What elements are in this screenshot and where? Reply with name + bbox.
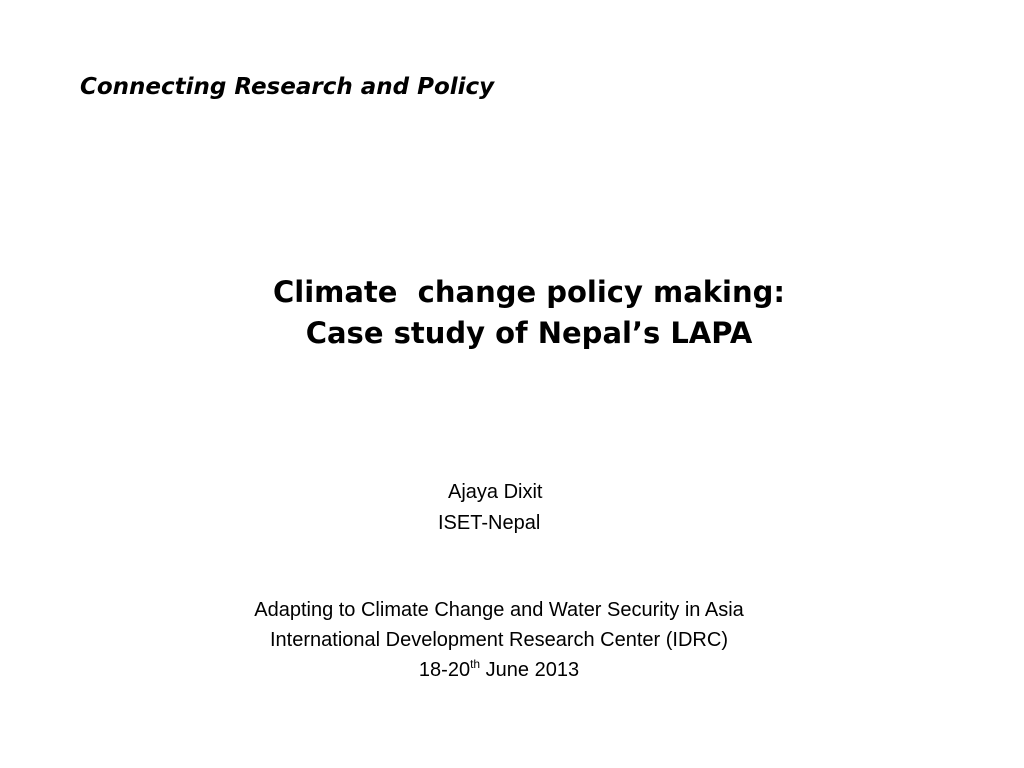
- event-info: [0, 595, 998, 685]
- event-date-day-range: 18-20: [418, 659, 471, 681]
- title-line-2: Case study of Nepal’s LAPA: [305, 316, 753, 350]
- event-date-month-year: June 2013: [480, 659, 580, 681]
- author-organization: ISET-Nepal: [438, 512, 541, 534]
- title-line-1: Climate change policy making:: [272, 275, 786, 309]
- event-line-2: International Development Research Center (IDRC): [270, 629, 728, 651]
- event-date-suffix: th: [470, 657, 481, 671]
- event-line-1: Adapting to Climate Change and Water Security in Asia: [254, 599, 744, 621]
- slide-title: [0, 272, 1024, 354]
- slide-header: Connecting Research and Policy: [80, 74, 495, 100]
- author-info: [0, 477, 1024, 539]
- author-name: Ajaya Dixit: [448, 481, 543, 503]
- event-date: [0, 655, 998, 685]
